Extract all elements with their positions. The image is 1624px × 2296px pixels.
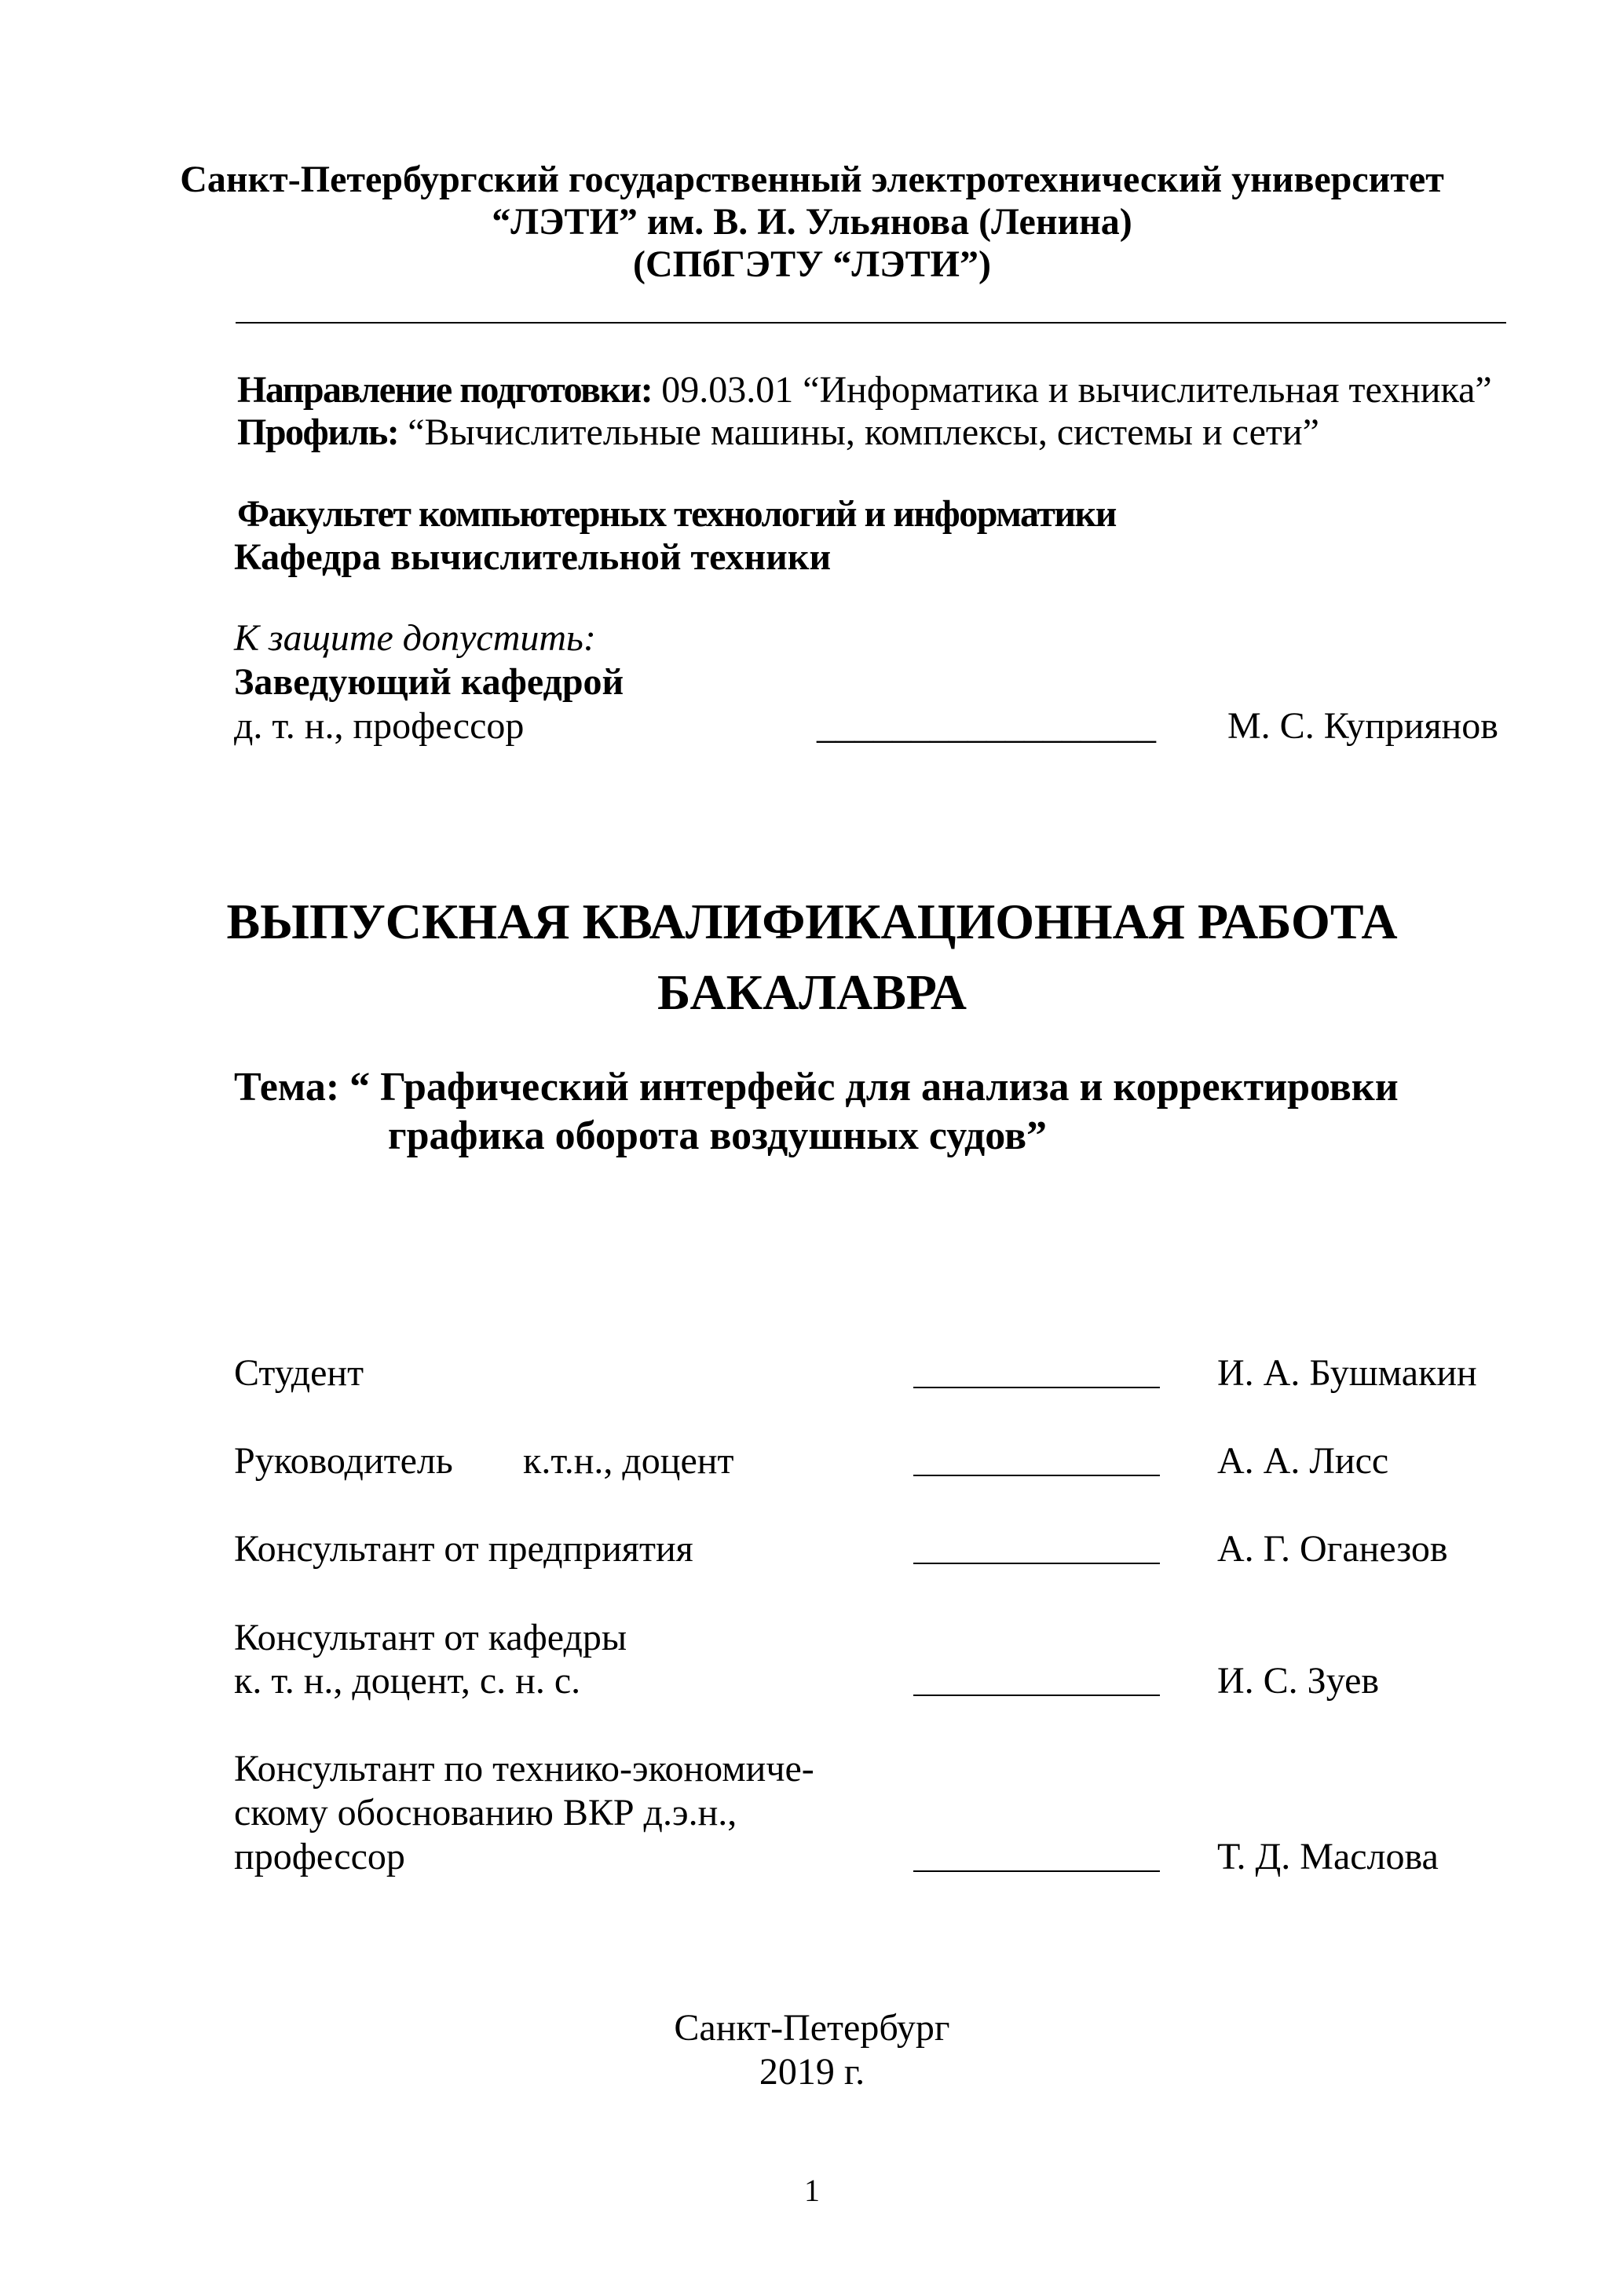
student-label: Студент	[234, 1352, 364, 1394]
consultant-company-label: Консультант от предприятия	[234, 1528, 693, 1570]
supervisor-name: А. А. Лисс	[1217, 1440, 1389, 1482]
city: Санкт-Петербург	[674, 2007, 950, 2049]
consultant-chair-degree: к. т. н., доцент, с. н. с.	[234, 1660, 581, 1702]
university-name-line1: Санкт-Петербургский государственный электротехнический университет	[180, 159, 1444, 200]
chair-name: Кафедра вычислительной техники	[234, 536, 832, 578]
document-title-line2: БАКАЛАВРА	[657, 964, 967, 1020]
supervisor-signature-line	[913, 1475, 1160, 1476]
head-of-chair-title: Заведующий кафедрой	[234, 661, 624, 703]
supervisor-degree: к.т.н., доцент	[523, 1440, 734, 1482]
consultant-econ-signature-line	[913, 1870, 1160, 1872]
university-abbreviation: (СПбГЭТУ “ЛЭТИ”)	[633, 243, 991, 285]
consultant-chair-name: И. С. Зуев	[1217, 1660, 1380, 1702]
page-number: 1	[804, 2173, 820, 2208]
head-of-chair-name: М. С. Куприянов	[1227, 705, 1498, 747]
student-signature-line	[913, 1387, 1160, 1388]
profile-value: “Вычислительные машины, комплексы, системы и сети”	[398, 411, 1319, 453]
topic-line1: Тема: “ Графический интерфейс для анализа и корректировки	[234, 1065, 1399, 1110]
admit-to-defense: К защите допустить:	[234, 617, 596, 659]
profile-line	[237, 410, 1319, 455]
consultant-econ-label-line1: Консультант по технико-экономиче-	[234, 1748, 814, 1790]
direction-value: 09.03.01 “Информатика и вычислительная техника”	[652, 369, 1492, 411]
consultant-chair-signature-line	[913, 1695, 1160, 1696]
consultant-company-name: А. Г. Оганезов	[1217, 1528, 1448, 1570]
document-title-line1: ВЫПУСКНАЯ КВАЛИФИКАЦИОННАЯ РАБОТА	[226, 894, 1398, 949]
direction-label: Направление подготовки:	[237, 369, 653, 411]
university-name-line2: “ЛЭТИ” им. В. И. Ульянова (Ленина)	[492, 201, 1132, 243]
head-of-chair-degree: д. т. н., профессор	[234, 705, 525, 747]
head-signature-line: __________________	[817, 705, 1156, 747]
direction-line	[237, 367, 1492, 413]
consultant-econ-name: Т. Д. Маслова	[1217, 1836, 1439, 1877]
profile-label: Профиль:	[237, 411, 399, 453]
student-name: И. А. Бушмакин	[1217, 1352, 1477, 1394]
consultant-econ-label-line2: скому обоснованию ВКР д.э.н.,	[234, 1792, 737, 1834]
topic-line2: графика оборота воздушных судов”	[388, 1113, 1048, 1158]
consultant-chair-label: Консультант от кафедры	[234, 1617, 627, 1658]
supervisor-label: Руководитель	[234, 1440, 453, 1482]
year: 2019 г.	[759, 2051, 865, 2093]
consultant-company-signature-line	[913, 1563, 1160, 1564]
faculty-name: Факультет компьютерных технологий и информатики	[237, 493, 1116, 535]
header-divider	[236, 322, 1506, 324]
consultant-econ-label-line3: профессор	[234, 1836, 405, 1877]
